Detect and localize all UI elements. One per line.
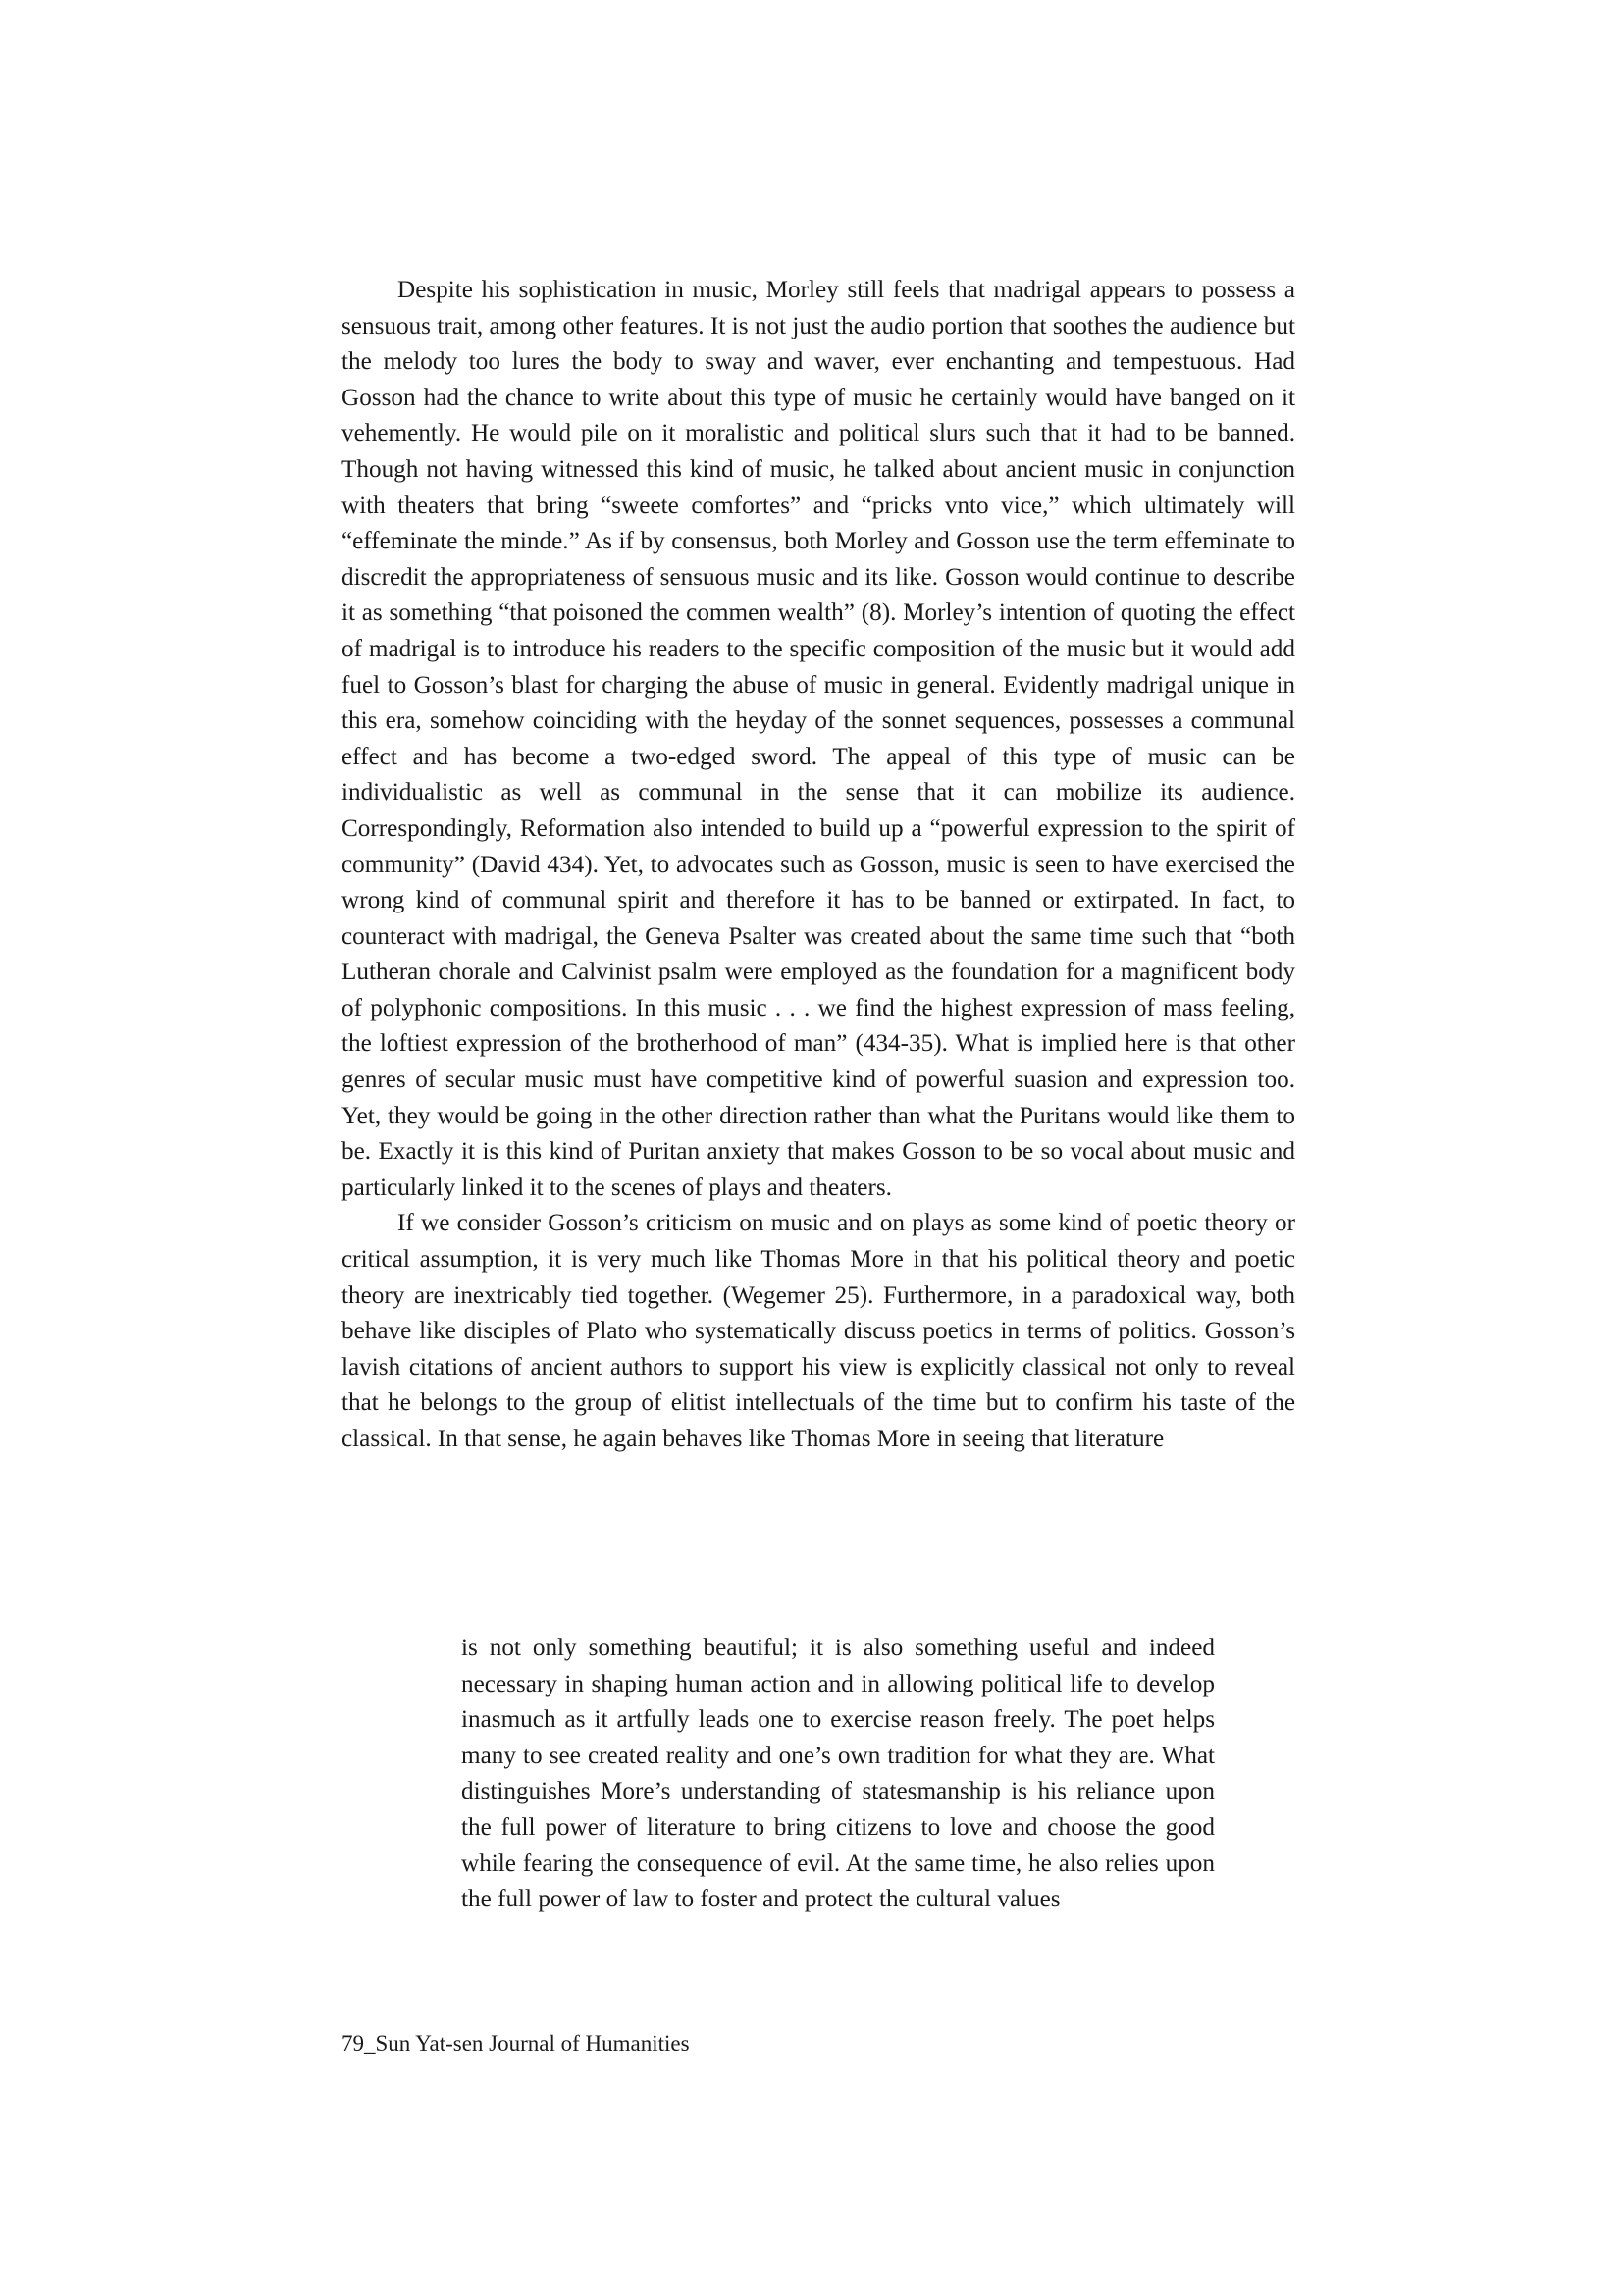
block-quote [461, 1631, 1215, 1918]
body-text [341, 273, 1295, 1458]
page-footer: 79_Sun Yat-sen Journal of Humanities [341, 2031, 690, 2056]
body-paragraph-1: Despite his sophistication in music, Morley still feels that madrigal appears to possess a sensuous trait, among other features. It is not just the audio portion that soothes the audience but the melody too lures the body to sway and waver, ever enchanting and tempestuous. Had Gosson had the chance to write about this type of music he certainly would have banged on it vehemently. He would pile on it moralistic and political slurs such that it had to be banned. Though not having witnessed this kind of music, he talked about ancient music in conjunction with theaters that bring “sweete comfortes” and “pricks vnto vice,” which ultimately will “effeminate the minde.” As if by consensus, both Morley and Gosson use the term effeminate to discredit the appropriateness of sensuous music and its like. Gosson would continue to describe it as something “that poisoned the commen wealth” (8). Morley’s intention of quoting the effect of madrigal is to introduce his readers to the specific composition of the music but it would add fuel to Gosson’s blast for charging the abuse of music in general. Evidently madrigal unique in this era, somehow coinciding with the heyday of the sonnet sequences, possesses a communal effect and has become a two-edged sword. The appeal of this type of music can be individualistic as well as communal in the sense that it can mobilize its audience. Correspondingly, Reformation also intended to build up a “powerful expression to the spirit of community” (David 434). Yet, to advocates such as Gosson, music is seen to have exercised the wrong kind of communal spirit and therefore it has to be banned or extirpated. In fact, to counteract with madrigal, the Geneva Psalter was created about the same time such that “both Lutheran chorale and Calvinist psalm were employed as the foundation for a magnificent body of polyphonic compositions. In this music . . . we find the highest expression of mass feeling, the loftiest expression of the brotherhood of man” (434-35). What is implied here is that other genres of secular music must have competitive kind of powerful suasion and expression too. Yet, they would be going in the other direction rather than what the Puritans would like them to be. Exactly it is this kind of Puritan anxiety that makes Gosson to be so vocal about music and particularly linked it to the scenes of plays and theaters. [341, 277, 1295, 1201]
block-quote-text: is not only something beautiful; it is also something useful and indeed necessary in shaping human action and in allowing political life to develop inasmuch as it artfully leads one to exercise reason freely. The poet helps many to see created reality and one’s own tradition for what they are. What distinguishes More’s understanding of statesmanship is his reliance upon the full power of literature to bring citizens to love and choose the good while fearing the consequence of evil. At the same time, he also relies upon the full power of law to foster and protect the cultural values [461, 1635, 1215, 1913]
body-paragraph-2: If we consider Gosson’s criticism on music and on plays as some kind of poetic theory or critical assumption, it is very much like Thomas More in that his political theory and poetic theory are inextricably tied together. (Wegemer 25). Furthermore, in a paradoxical way, both behave like disciples of Plato who systematically discuss poetics in terms of politics. Gosson’s lavish citations of ancient authors to support his view is explicitly classical not only to reveal that he belongs to the group of elitist intellectuals of the time but to confirm his taste of the classical. In that sense, he again behaves like Thomas More in seeing that literature [341, 1210, 1295, 1452]
